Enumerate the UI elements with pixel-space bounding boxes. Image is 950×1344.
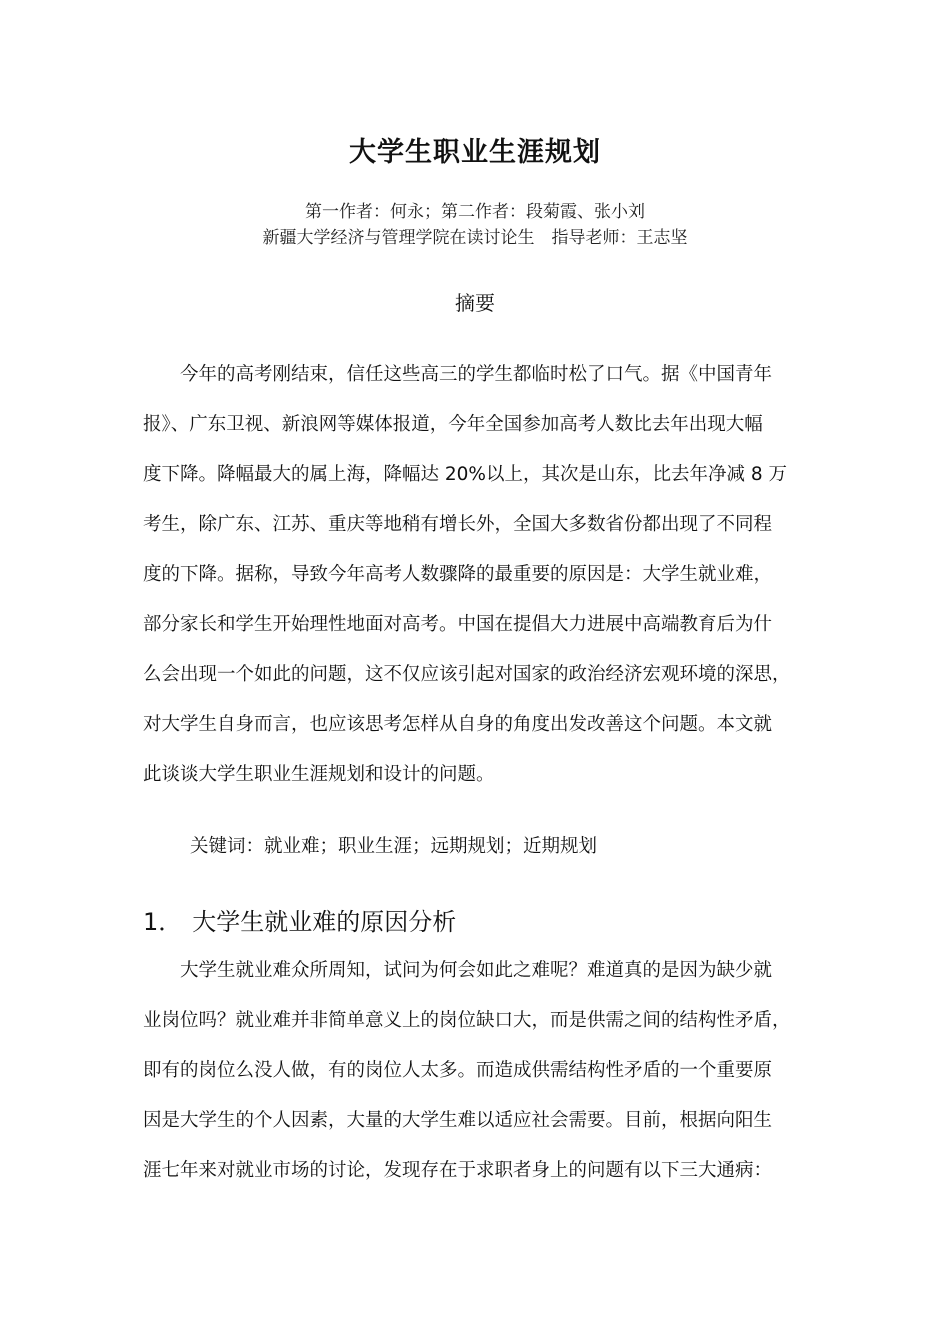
affiliation-line: 新疆大学经济与管理学院在读讨论生 指导老师：王志坚 <box>262 228 688 248</box>
abstract-line: 今年的高考刚结束，信任这些高三的学生都临时松了口气。据《中国青年 <box>143 364 773 385</box>
section-line: 业岗位吗？就业难并非简单意义上的岗位缺口大，而是供需之间的结构性矛盾， <box>143 1010 791 1031</box>
section-body <box>143 946 808 1196</box>
keywords-label: 关键词： <box>190 836 265 857</box>
abstract-line: 部分家长和学生开始理性地面对高考。中国在提倡大力进展中高端教育后为什 <box>143 614 773 635</box>
section-line: 大学生就业难众所周知，试问为何会如此之难呢？难道真的是因为缺少就 <box>143 960 773 981</box>
keywords <box>190 822 597 872</box>
section-number: 1． <box>143 908 183 936</box>
abstract-line: 报》、广东卫视、新浪网等媒体报道，今年全国参加高考人数比去年出现大幅 <box>143 414 763 435</box>
section-line: 因是大学生的个人因素，大量的大学生难以适应社会需要。目前，根据向阳生 <box>143 1110 773 1131</box>
abstract-line: 考生，除广东、江苏、重庆等地稍有增长外，全国大多数省份都出现了不同程 <box>143 514 773 535</box>
section-title: 大学生就业难的原因分析 <box>192 908 457 936</box>
abstract-line: 度下降。降幅最大的属上海，降幅达 20%以上，其次是山东，比去年净减 8 万 <box>143 464 788 485</box>
abstract-line: 度的下降。据称，导致今年高考人数骤降的最重要的原因是：大学生就业难， <box>143 564 773 585</box>
keywords-text: 就业难；职业生涯；远期规划；近期规划 <box>264 836 598 857</box>
authors-line: 第一作者：何永；第二作者：段菊霞、张小刘 <box>305 202 645 222</box>
abstract-heading: 摘要 <box>455 291 495 315</box>
section-line: 涯七年来对就业市场的讨论，发现存在于求职者身上的问题有以下三大通病： <box>143 1160 773 1181</box>
abstract-line: 此谈谈大学生职业生涯规划和设计的问题。 <box>143 764 495 785</box>
abstract-line: 么会出现一个如此的问题，这不仅应该引起对国家的政治经济宏观环境的深思， <box>143 664 791 685</box>
abstract-line: 对大学生自身而言，也应该思考怎样从自身的角度出发改善这个问题。本文就 <box>143 714 773 735</box>
abstract-body <box>143 350 808 800</box>
section-heading <box>143 902 456 937</box>
section-line: 即有的岗位么没人做，有的岗位人太多。而造成供需结构性矛盾的一个重要原 <box>143 1060 773 1081</box>
document-title: 大学生职业生涯规划 <box>349 137 601 168</box>
author-info <box>0 199 950 251</box>
